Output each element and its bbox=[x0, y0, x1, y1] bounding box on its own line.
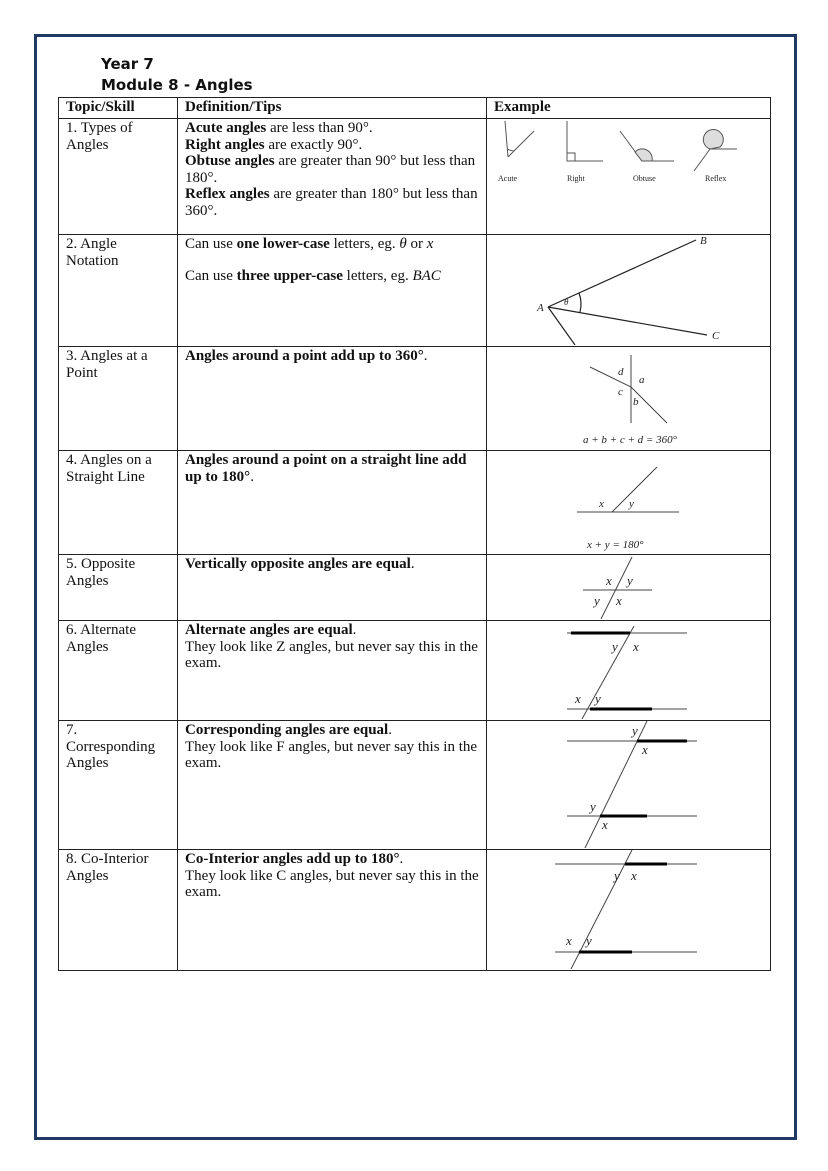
svg-text:x: x bbox=[642, 742, 648, 757]
svg-text:y: y bbox=[594, 593, 600, 608]
corresponding-diagram bbox=[487, 721, 770, 848]
svg-text:b: b bbox=[633, 396, 639, 408]
definition-cell: Can use one lower-case letters, eg. θ or x Can use three upper-case letters, eg. BAC bbox=[178, 235, 487, 347]
svg-text:a + b + c + d = 360°: a + b + c + d = 360° bbox=[583, 434, 677, 446]
table-row bbox=[59, 721, 771, 850]
svg-text:x: x bbox=[602, 817, 608, 832]
svg-text:y: y bbox=[595, 691, 601, 706]
col-topic: Topic/Skill bbox=[59, 98, 178, 119]
svg-text:Reflex: Reflex bbox=[705, 174, 727, 183]
definition-cell: Angles around a point add up to 360°. bbox=[178, 347, 487, 451]
table-row bbox=[59, 850, 771, 971]
example-straight-line bbox=[487, 451, 771, 555]
svg-text:y: y bbox=[614, 868, 620, 883]
table-row bbox=[59, 119, 771, 235]
table-row bbox=[59, 235, 771, 347]
svg-text:Acute: Acute bbox=[498, 174, 518, 183]
svg-text:y: y bbox=[627, 573, 633, 588]
svg-text:C: C bbox=[712, 330, 720, 342]
example-angle-notation bbox=[487, 235, 771, 347]
svg-text:x: x bbox=[631, 868, 637, 883]
definition-cell: Angles around a point on a straight line add up to 180°. bbox=[178, 451, 487, 555]
topic-cell: 1. Types of Angles bbox=[59, 119, 178, 235]
svg-text:Right: Right bbox=[567, 174, 585, 183]
co-interior-diagram bbox=[487, 850, 770, 969]
example-co-interior-angles bbox=[487, 850, 771, 971]
table-row bbox=[59, 451, 771, 555]
svg-text:y: y bbox=[586, 933, 592, 948]
topic-cell: 8. Co-Interior Angles bbox=[59, 850, 178, 971]
svg-text:x + y = 180°: x + y = 180° bbox=[587, 539, 644, 551]
svg-text:B: B bbox=[700, 235, 707, 247]
example-opposite-angles bbox=[487, 555, 771, 621]
year-heading: Year 7 bbox=[101, 55, 154, 73]
definition-cell: Corresponding angles are equal. They look like F angles, but never say this in the exam. bbox=[178, 721, 487, 850]
svg-text:a: a bbox=[639, 374, 645, 386]
example-corresponding-angles bbox=[487, 721, 771, 850]
example-types-of-angles bbox=[487, 119, 771, 235]
svg-text:y: y bbox=[590, 799, 596, 814]
svg-text:x: x bbox=[606, 573, 612, 588]
definition-cell: Alternate angles are equal. They look like Z angles, but never say this in the exam. bbox=[178, 621, 487, 721]
svg-text:x: x bbox=[633, 639, 639, 654]
svg-text:x: x bbox=[616, 593, 622, 608]
svg-text:d: d bbox=[618, 366, 624, 378]
angles-table bbox=[58, 97, 771, 971]
svg-text:x: x bbox=[566, 933, 572, 948]
definition-cell: Vertically opposite angles are equal. bbox=[178, 555, 487, 621]
svg-text:y: y bbox=[629, 498, 634, 510]
topic-cell: 6. Alternate Angles bbox=[59, 621, 178, 721]
table-row bbox=[59, 347, 771, 451]
straight-line-diagram bbox=[487, 451, 770, 553]
definition-cell: Acute angles are less than 90°. Right angles are exactly 90°. Obtuse angles are greater than 90° but less than 180°. Reflex angles are greater than 180° but less than 360°. bbox=[178, 119, 487, 235]
module-heading: Module 8 - Angles bbox=[101, 76, 253, 94]
svg-text:θ: θ bbox=[564, 297, 569, 307]
definition-cell: Co-Interior angles add up to 180°. They look like C angles, but never say this in the exam. bbox=[178, 850, 487, 971]
topic-cell: 3. Angles at a Point bbox=[59, 347, 178, 451]
example-alternate-angles bbox=[487, 621, 771, 721]
topic-cell: 4. Angles on a Straight Line bbox=[59, 451, 178, 555]
example-angles-at-point bbox=[487, 347, 771, 451]
svg-text:c: c bbox=[618, 386, 623, 398]
svg-text:x: x bbox=[599, 498, 604, 510]
table-row bbox=[59, 621, 771, 721]
topic-cell: 2. Angle Notation bbox=[59, 235, 178, 347]
table-header-row bbox=[59, 98, 771, 119]
svg-text:y: y bbox=[632, 723, 638, 738]
opposite-diagram bbox=[487, 555, 770, 619]
alternate-diagram bbox=[487, 621, 770, 719]
topic-cell: 7. Corresponding Angles bbox=[59, 721, 178, 850]
svg-text:y: y bbox=[612, 639, 618, 654]
svg-text:x: x bbox=[575, 691, 581, 706]
point-diagram bbox=[487, 347, 770, 449]
svg-text:A: A bbox=[537, 302, 544, 314]
table-row bbox=[59, 555, 771, 621]
svg-text:Obtuse: Obtuse bbox=[633, 174, 656, 183]
topic-cell: 5. Opposite Angles bbox=[59, 555, 178, 621]
angle-types-diagram bbox=[487, 119, 770, 229]
notation-diagram bbox=[487, 235, 770, 345]
col-example: Example bbox=[487, 98, 771, 119]
col-definition: Definition/Tips bbox=[178, 98, 487, 119]
